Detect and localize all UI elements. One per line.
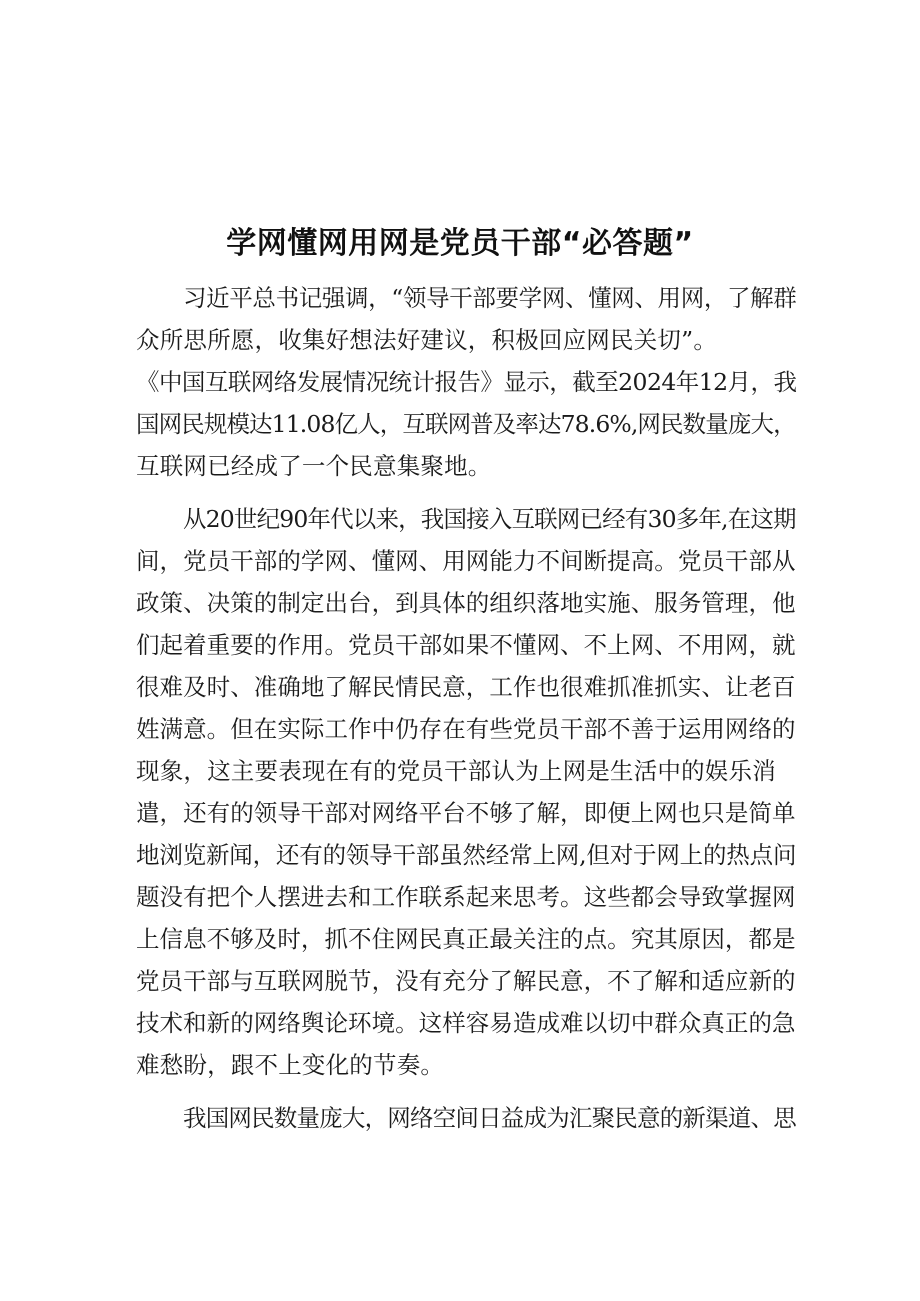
paragraph-line: 难愁盼，跟不上变化的节奏。 bbox=[136, 1051, 445, 1079]
paragraph-line: 从20世纪90年代以来，我国接入互联网已经有30多年,在这期 bbox=[183, 505, 796, 533]
paragraph-line: 习近平总书记强调，“领导干部要学网、懂网、用网，了解群 bbox=[183, 284, 797, 312]
paragraph-line: 技术和新的网络舆论环境。这样容易造成难以切中群众真正的急 bbox=[136, 1009, 796, 1037]
paragraph-line: 《中国互联网络发展情况统计报告》显示，截至2024年12月，我 bbox=[136, 368, 797, 396]
paragraph-line: 互联网已经成了一个民意集聚地。 bbox=[136, 452, 492, 480]
paragraph-line: 上信息不够及时，抓不住网民真正最关注的点。究其原因，都是 bbox=[136, 925, 796, 953]
document-title: 学网懂网用网是党员干部“必答题” bbox=[226, 226, 694, 261]
paragraph-line: 间，党员干部的学网、懂网、用网能力不间断提高。党员干部从 bbox=[136, 547, 796, 575]
paragraph-line: 遣，还有的领导干部对网络平台不够了解，即便上网也只是简单 bbox=[136, 799, 796, 827]
paragraph-line: 党员干部与互联网脱节，没有充分了解民意，不了解和适应新的 bbox=[136, 967, 796, 995]
paragraph-line: 很难及时、准确地了解民情民意，工作也很难抓准抓实、让老百 bbox=[136, 673, 796, 701]
paragraph-line: 政策、决策的制定出台，到具体的组织落地实施、服务管理，他 bbox=[136, 589, 796, 617]
paragraph-line: 姓满意。但在实际工作中仍存在有些党员干部不善于运用网络的 bbox=[136, 715, 796, 743]
paragraph-line: 国网民规模达11.08亿人，互联网普及率达78.6%,网民数量庞大， bbox=[136, 410, 796, 438]
paragraph-line: 地浏览新闻，还有的领导干部虽然经常上网,但对于网上的热点问 bbox=[136, 841, 797, 869]
paragraph-line: 我国网民数量庞大，网络空间日益成为汇聚民意的新渠道、思 bbox=[183, 1104, 796, 1132]
paragraph-line: 众所思所愿，收集好想法好建议，积极回应网民关切”。 bbox=[136, 326, 718, 354]
paragraph-line: 现象，这主要表现在有的党员干部认为上网是生活中的娱乐消 bbox=[136, 757, 776, 785]
paragraph-line: 题没有把个人摆进去和工作联系起来思考。这些都会导致掌握网 bbox=[136, 883, 796, 911]
paragraph-line: 们起着重要的作用。党员干部如果不懂网、不上网、不用网，就 bbox=[136, 631, 796, 659]
